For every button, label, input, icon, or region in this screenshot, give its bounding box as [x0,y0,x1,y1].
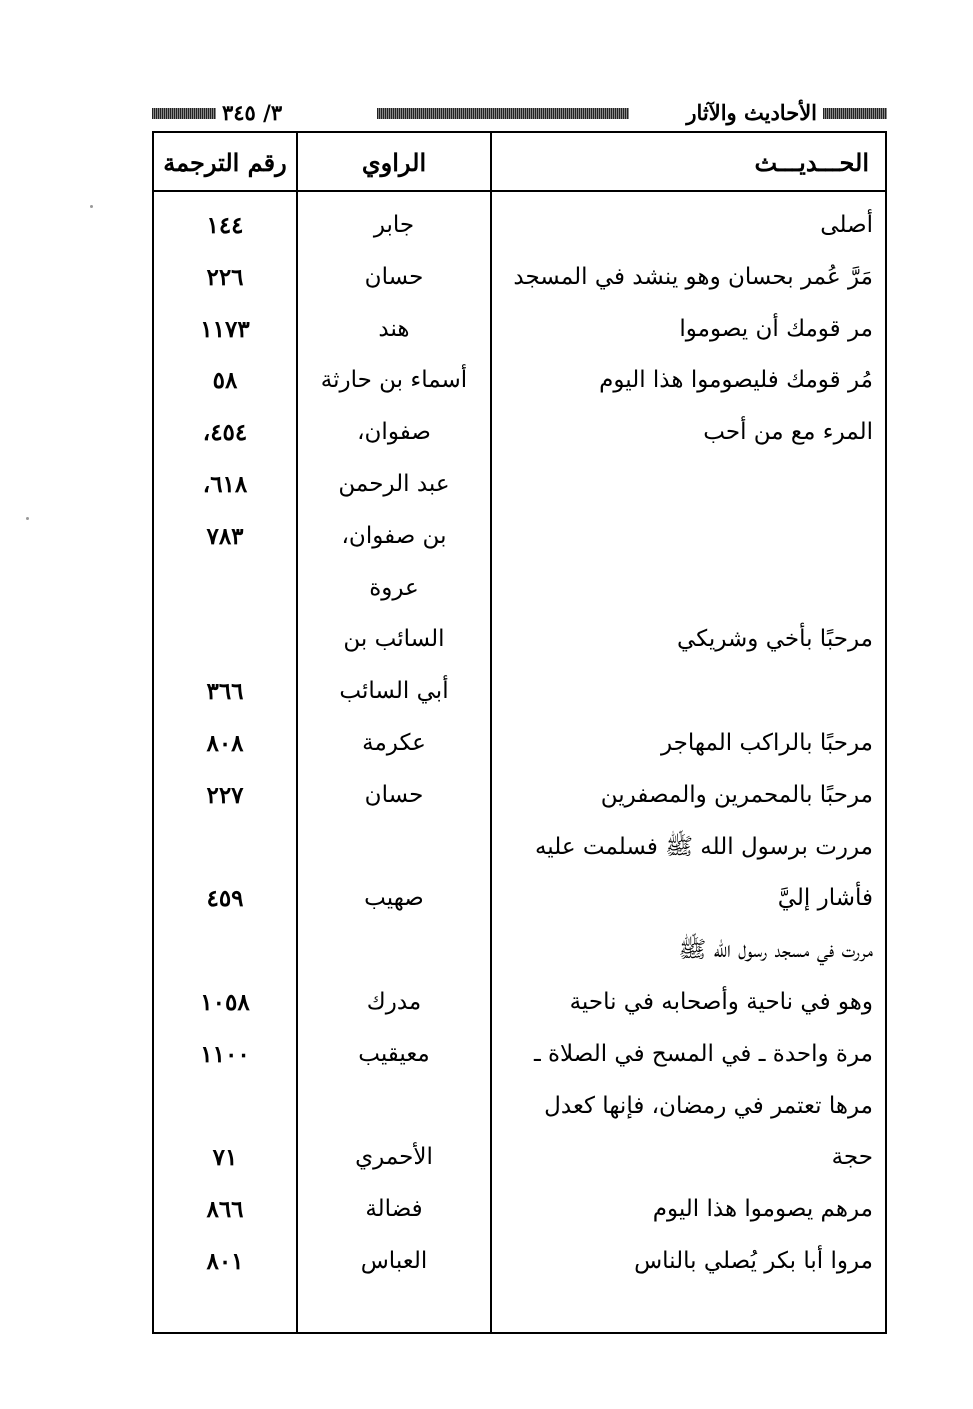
narrator-name [298,1081,490,1133]
hadith-text: مرهم يصوموا هذا اليوم [652,1196,873,1223]
hadith-text: مُر قومك فليصوموا هذا اليوم [599,367,873,394]
biography-number: ٥٨ [212,367,238,395]
narrator-name: صهيب [364,885,424,912]
table-row [0,200,973,252]
table-row [0,304,973,356]
header-rule-left [152,108,216,119]
table-row [0,355,973,407]
biography-number: ٣٦٦ [206,678,244,706]
header-title: الأحاديث والآثار [686,100,817,125]
biography-number: ٨٦٦ [206,1196,244,1224]
column-header-hadith: الحـــديـــث [754,148,869,177]
hadith-text: المرء مع من أحب [703,419,873,446]
biography-number: ٤٥٤، [202,419,248,447]
table-row [0,718,973,770]
narrator-name: حسان [364,263,424,290]
narrator-name: معيقيب [358,1040,430,1067]
narrator-name: جابر [373,212,415,238]
table-body [0,200,973,1288]
biography-number: ٨٠٨ [206,729,244,757]
hadith-text: مرها تعتمر في رمضان، فإنها كعدل [544,1092,873,1119]
table-row [0,252,973,304]
hadith-text: مرحبًا بالراكب المهاجر [660,729,873,756]
table-row [0,614,973,666]
biography-number: ٤٥٩ [206,885,244,913]
hadith-text: مرة واحدة ـ في المسح في الصلاة ـ [533,1040,873,1067]
table-row [0,1081,973,1133]
biography-number: ١٤٤ [206,212,244,239]
biography-number: ٧١ [212,1144,238,1172]
scan-speck [26,517,29,520]
narrator-name: فضالة [365,1196,423,1223]
header-rule-middle [377,108,629,119]
narrator-name: أسماء بن حارثة [320,367,468,394]
narrator-name: أبي السائب [339,678,449,705]
table-row [0,1132,973,1184]
narrator-name: عكرمة [362,729,426,756]
biography-number: ٧٨٣ [206,522,244,550]
narrator-name [298,822,490,874]
table-row [0,666,973,718]
hadith-text: أصلى [820,212,873,238]
hadith-text: فأشار إليَّ [777,885,873,912]
table-row [0,977,973,1029]
table-row [0,1029,973,1081]
narrator-name: بن صفوان، [341,522,447,549]
biography-number: ٢٢٦ [206,263,244,291]
table-row [0,770,973,822]
running-header [152,100,887,126]
table-row [0,563,973,615]
narrator-name: السائب بن [343,626,445,653]
hadith-text: مروا أبا بكر يُصلي بالناس [634,1247,873,1274]
hadith-text: مرحبًا بأخي وشريكي [677,626,873,653]
narrator-name: صفوان، [357,419,431,446]
scan-speck [90,205,93,208]
narrator-name: العباس [360,1247,428,1274]
biography-number [156,1081,294,1133]
narrator-name: الأحمري [355,1144,433,1171]
biography-number [156,614,294,666]
table-row [0,822,973,874]
column-header-rawi: الراوي [361,148,427,177]
hadith-text: مرحبًا بالمحمرين والمصفرين [600,781,873,808]
narrator-name: حسان [364,781,424,808]
biography-number: ١١٠٠ [200,1040,250,1068]
table-row [0,407,973,459]
hadith-text [498,563,873,615]
biography-number: ٢٢٧ [206,781,244,809]
biography-number: ١١٧٣ [200,315,250,343]
hadith-text: حجة [831,1144,873,1171]
table-row [0,1236,973,1288]
biography-number: ١٠٥٨ [200,988,250,1016]
biography-number: ٨٠١ [206,1247,244,1275]
table-row [0,1184,973,1236]
page-number: ٣/ ٣٤٥ [222,100,283,125]
narrator-name: عبد الرحمن [338,470,450,497]
biography-number: ٦١٨، [202,470,248,498]
hadith-text: وهو في ناحية وأصحابه في ناحية [569,988,873,1015]
hadith-text: مررت برسول الله ﷺ فسلمت عليه [534,833,873,860]
biography-number [156,822,294,874]
biography-number [156,563,294,615]
biography-number [156,925,294,977]
header-row-divider [152,190,887,192]
hadith-text [498,511,873,563]
hadith-text [498,459,873,511]
header-rule-right [823,108,887,119]
hadith-text: مر قومك أن يصوموا [679,315,873,342]
hadith-text [498,666,873,718]
table-row [0,459,973,511]
table-row [0,925,973,977]
table-row [0,511,973,563]
table-row [0,873,973,925]
column-header-tarjama: رقم الترجمة [163,148,287,177]
hadith-text: مَرَّ عُمر بحسان وهو ينشد في المسجد [513,263,873,290]
narrator-name [298,925,490,977]
narrator-name: عروة [369,574,419,601]
hadith-text: مررت في مسجد رسول الله ﷺ [678,937,873,964]
narrator-name: مدرك [366,988,422,1015]
narrator-name: هند [378,315,410,342]
